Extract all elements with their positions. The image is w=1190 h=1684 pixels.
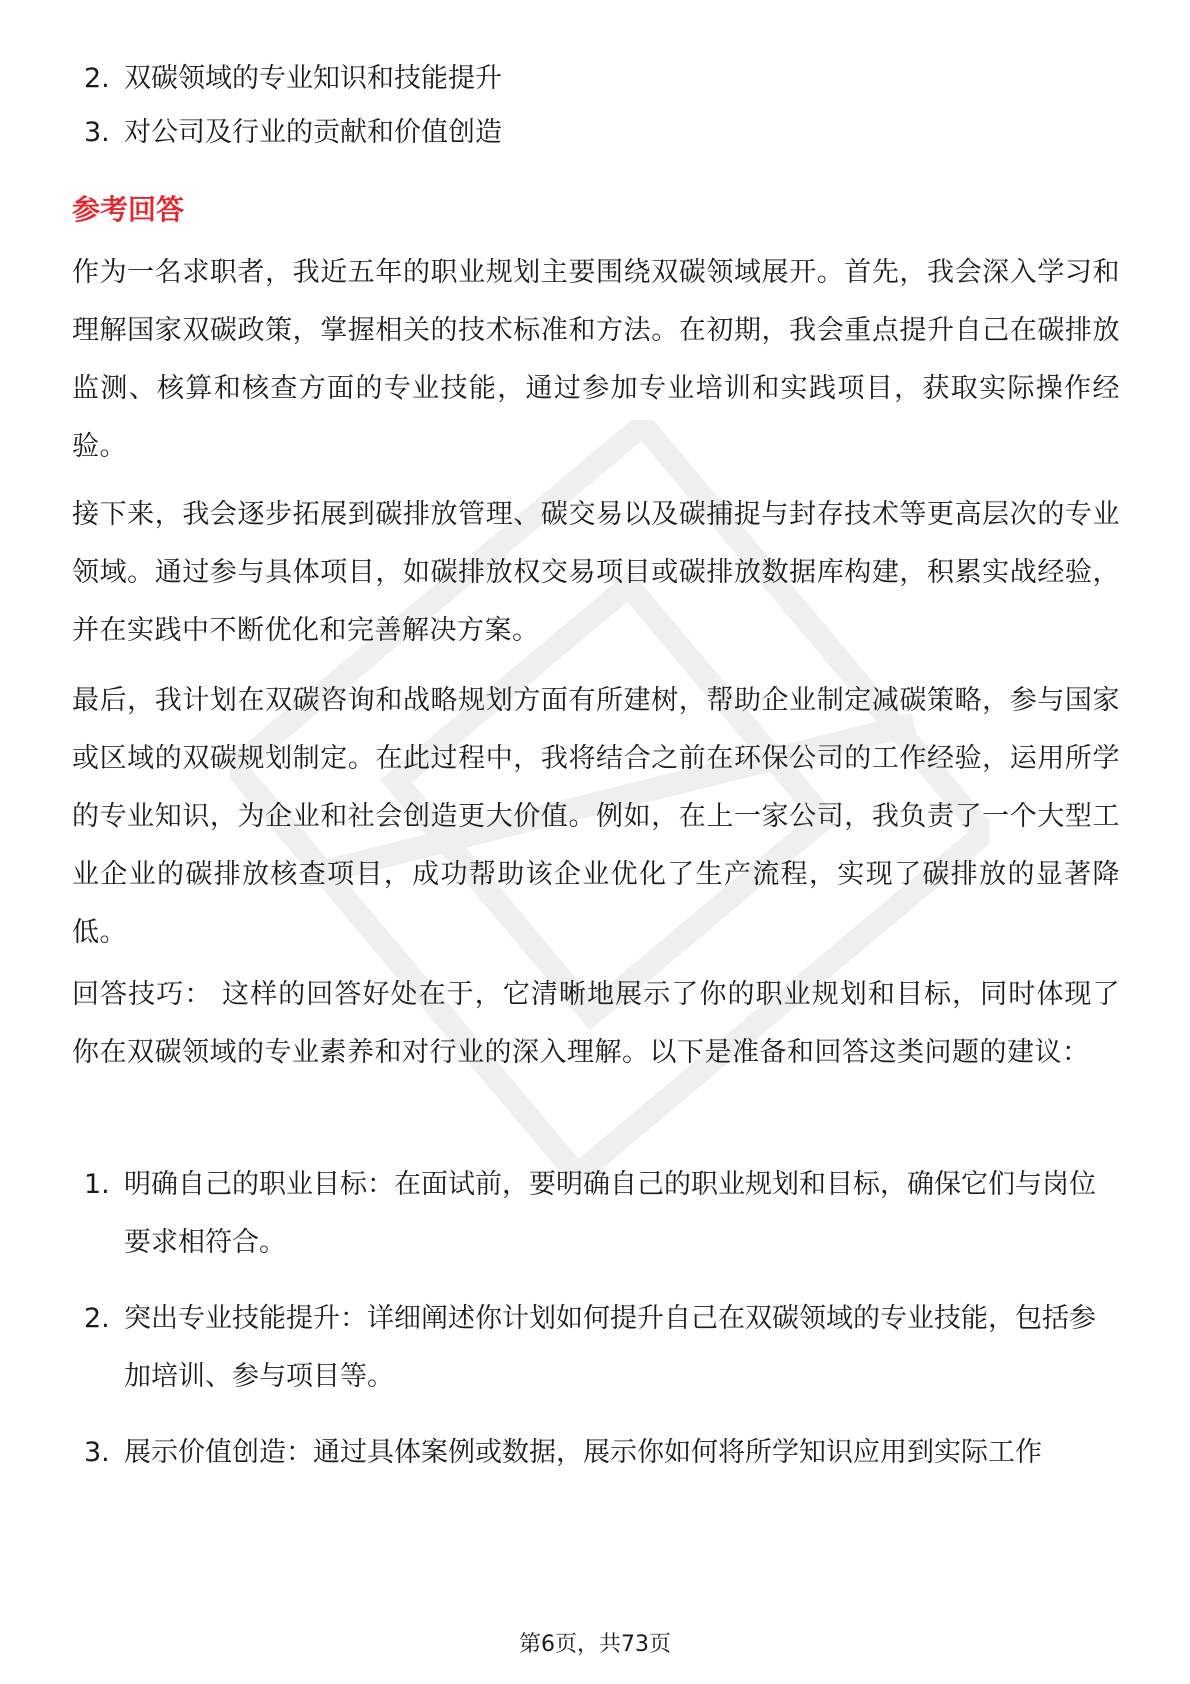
list-text: 双碳领域的专业知识和技能提升 <box>124 63 502 94</box>
tips-intro-paragraph: 回答技巧： 这样的回答好处在于，它清晰地展示了你的职业规划和目标，同时体现了你在双碳领域的专业素养和对行业的深入理解。以下是准备和回答这类问题的建议： <box>72 979 1120 1068</box>
list-text: 对公司及行业的贡献和价值创造 <box>124 117 502 148</box>
paragraph: 接下来，我会逐步拓展到碳排放管理、碳交易以及碳捕捉与封存技术等更高层次的专业领域。通过参与具体项目，如碳排放权交易项目或碳排放数据库构建，积累实战经验，并在实践中不断优化和完善解决方案。 <box>72 499 1120 646</box>
paragraph: 作为一名求职者，我近五年的职业规划主要围绕双碳领域展开。首先，我会深入学习和理解国家双碳政策，掌握相关的技术标准和方法。在初期，我会重点提升自己在碳排放监测、核算和核查方面的专业技能，通过参加专业培训和实践项目，获取实际操作经验。 <box>72 257 1120 462</box>
page-footer: 第6页，共73页 <box>519 1632 671 1657</box>
list-number: 3. <box>84 117 110 148</box>
tip-number: 1. <box>84 1169 110 1200</box>
tip-number: 2. <box>84 1303 110 1334</box>
tip-text: 展示价值创造：通过具体案例或数据，展示你如何将所学知识应用到实际工作 <box>124 1437 1042 1468</box>
tip-text: 突出专业技能提升：详细阐述你计划如何提升自己在双碳领域的专业技能，包括参加培训、参与项目等。 <box>124 1303 1096 1392</box>
tip-text: 明确自己的职业目标：在面试前，要明确自己的职业规划和目标，确保它们与岗位要求相符合。 <box>124 1169 1096 1258</box>
tip-number: 3. <box>84 1437 110 1468</box>
paragraph: 最后，我计划在双碳咨询和战略规划方面有所建树，帮助企业制定减碳策略，参与国家或区域的双碳规划制定。在此过程中，我将结合之前在环保公司的工作经验，运用所学的专业知识，为企业和社会创造更大价值。例如，在上一家公司，我负责了一个大型工业企业的碳排放核查项目，成功帮助该企业优化了生产流程，实现了碳排放的显著降低。 <box>72 685 1120 948</box>
section-title: 参考回答 <box>72 193 185 226</box>
list-number: 2. <box>84 63 110 94</box>
